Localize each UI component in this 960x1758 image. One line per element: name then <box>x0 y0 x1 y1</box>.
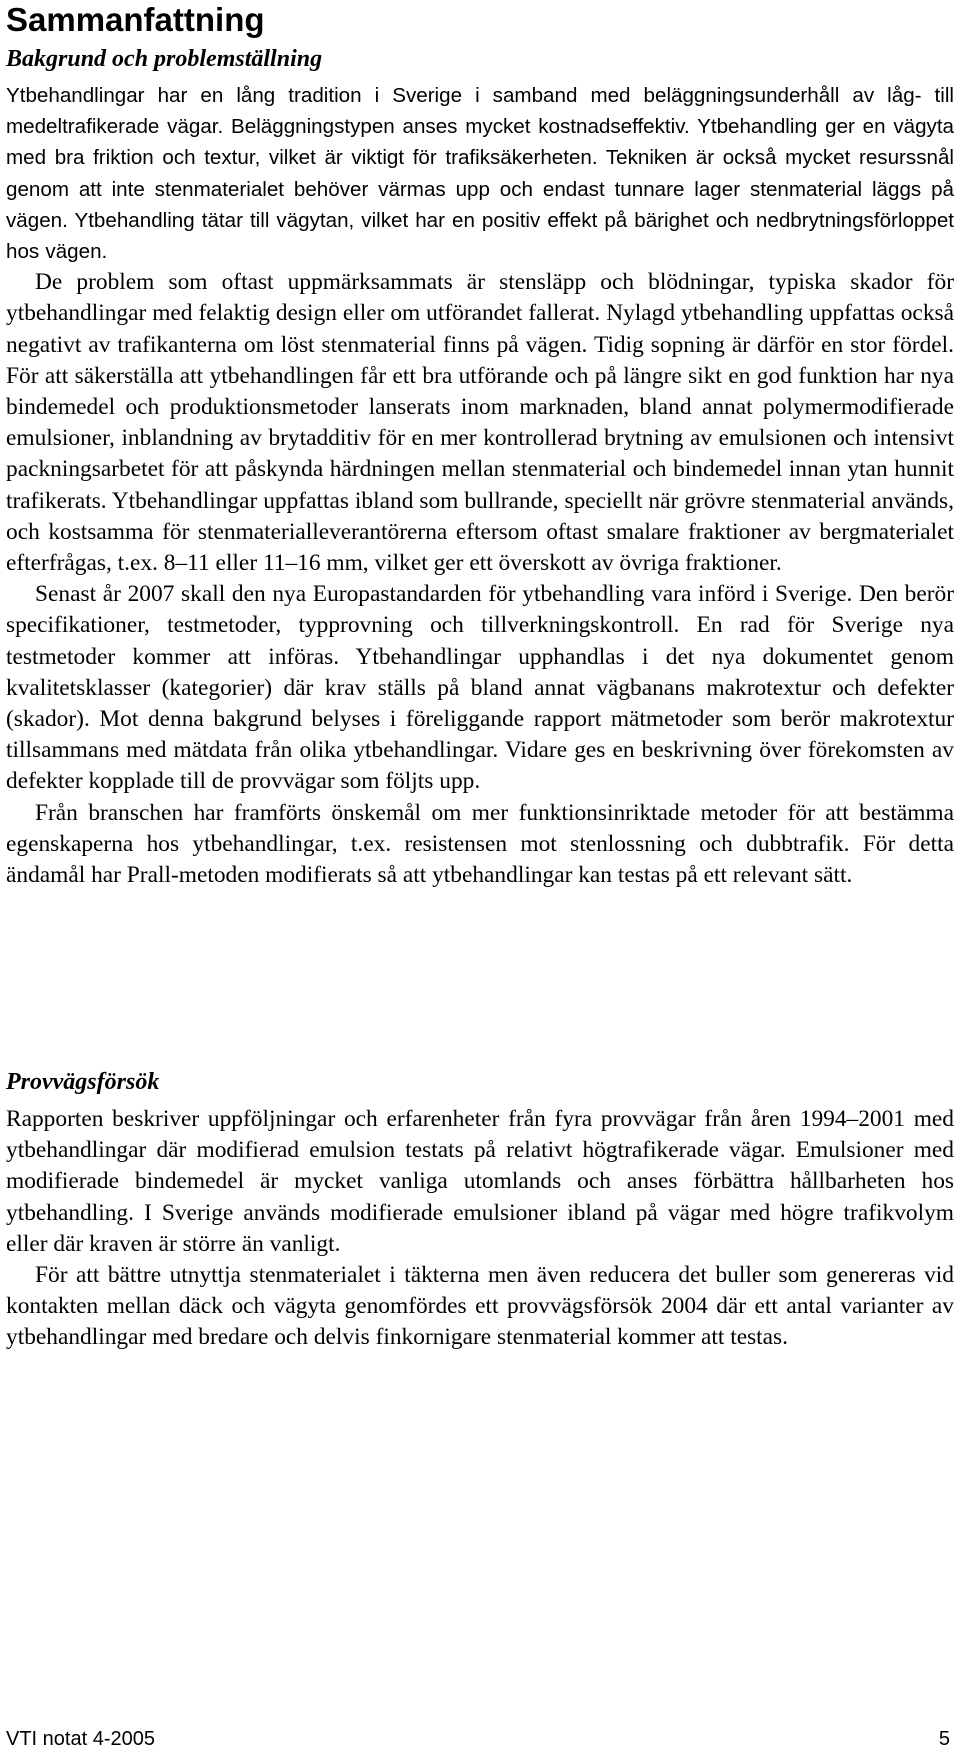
paragraph: Från branschen har framförts önskemål om mer funktionsinriktade metoder för att bestämma egenskaperna hos ytbehandlingar, t.ex. resistensen mot stenlossning och dubbtrafik. För detta ändamål har Prall-metoden modifierats så att ytbehandlingar kan testas på ett relevant sätt. <box>6 799 954 889</box>
paragraph: De problem som oftast uppmärksammats är stensläpp och blödningar, typiska skador för ytbehandlingar med felaktig design eller om utförandet fallerat. Nylagd ytbehandling uppfattas också negativt av trafikanterna om löst stenmaterial finns på vägen. Tidig sopning är därför en stor fördel. För att säkerställa att ytbehandlingen får ett bra utförande och på längre sikt en god funktion har nya bindemedel och produktionsmetoder lanserats inom marknaden, bland annat polymermodifierade emulsioner, inblandning av brytadditiv för en mer kontrollerad brytning av emulsionen och intensivt packningsarbetet för att påskynda härdningen mellan stenmaterial och bindemedel innan ytan hunnit trafikerats. Ytbehandlingar uppfattas ibland som bullrande, speciellt när grövre stenmaterial används, och kostsamma för stenmaterialleverantörerna eftersom oftast smalare fraktioner av bergmaterialet efterfrågas, t.ex. 8–11 eller 11–16 mm, vilket ger ett överskott av övriga fraktioner. <box>6 269 954 577</box>
section-test-roads-body <box>6 1104 954 1354</box>
section-background-body <box>6 80 954 891</box>
page-title: Sammanfattning <box>6 1 265 38</box>
footer-page-number: 5 <box>938 1728 950 1750</box>
paragraph: Senast år 2007 skall den nya Europastandarden för ytbehandling vara införd i Sverige. Den berör specifikationer, testmetoder, typprovning och tillverkningskontroll. En rad för Sverige nya testmetoder kommer att införas. Ytbehandlingar upphandlas i det nya dokumentet genom kvalitetsklasser (kategorier) där krav ställs på bland annat vägbanans makrotextur och defekter (skador). Mot denna bakgrund belyses i föreliggande rapport mätmetoder som berör makrotextur tillsammans med mätdata från olika ytbehandlingar. Vidare ges en beskrivning över förekomsten av defekter kopplade till de provvägar som följts upp. <box>6 581 954 795</box>
paragraph: Rapporten beskriver uppföljningar och erfarenheter från fyra provvägar från åren 1994–2001 med ytbehandlingar där modifierad emulsion testats på relativt högtrafikerade vägar. Emulsioner med modifierade bindemedel är mycket vanliga utomlands och anses förbättra hållbarheten hos ytbehandling. I Sverige används modifierade emulsioner ibland på vägar med högre trafikvolym eller där kraven är större än vanligt. <box>6 1106 954 1257</box>
paragraph: För att bättre utnyttja stenmaterialet i täkterna men även reducera det buller som genereras vid kontakten mellan däck och vägyta genomfördes ett provvägsförsök 2004 där ett antal varianter av ytbehandlingar med bredare och delvis finkornigare stenmaterial kommer att testas. <box>6 1262 954 1351</box>
section-heading-test-roads: Provvägsförsök <box>6 1069 160 1095</box>
paragraph: Ytbehandlingar har en lång tradition i Sverige i samband med beläggningsunderhåll av låg- till medeltrafikerade vägar. Beläggningstypen anses mycket kostnadseffektiv. Ytbehandling ger en vägyta med bra friktion och textur, vilket är viktigt för trafiksäkerheten. Tekniken är också mycket resurssnål genom att inte stenmaterialet behöver värmas upp och endast tunnare lager stenmaterial läggs på vägen. Ytbehandling tätar till vägytan, vilket har en positiv effekt på bärighet och nedbrytningsförloppet hos vägen. <box>6 84 954 264</box>
footer-publication: VTI notat 4-2005 <box>6 1728 155 1750</box>
section-heading-background: Bakgrund och problemställning <box>6 46 323 72</box>
